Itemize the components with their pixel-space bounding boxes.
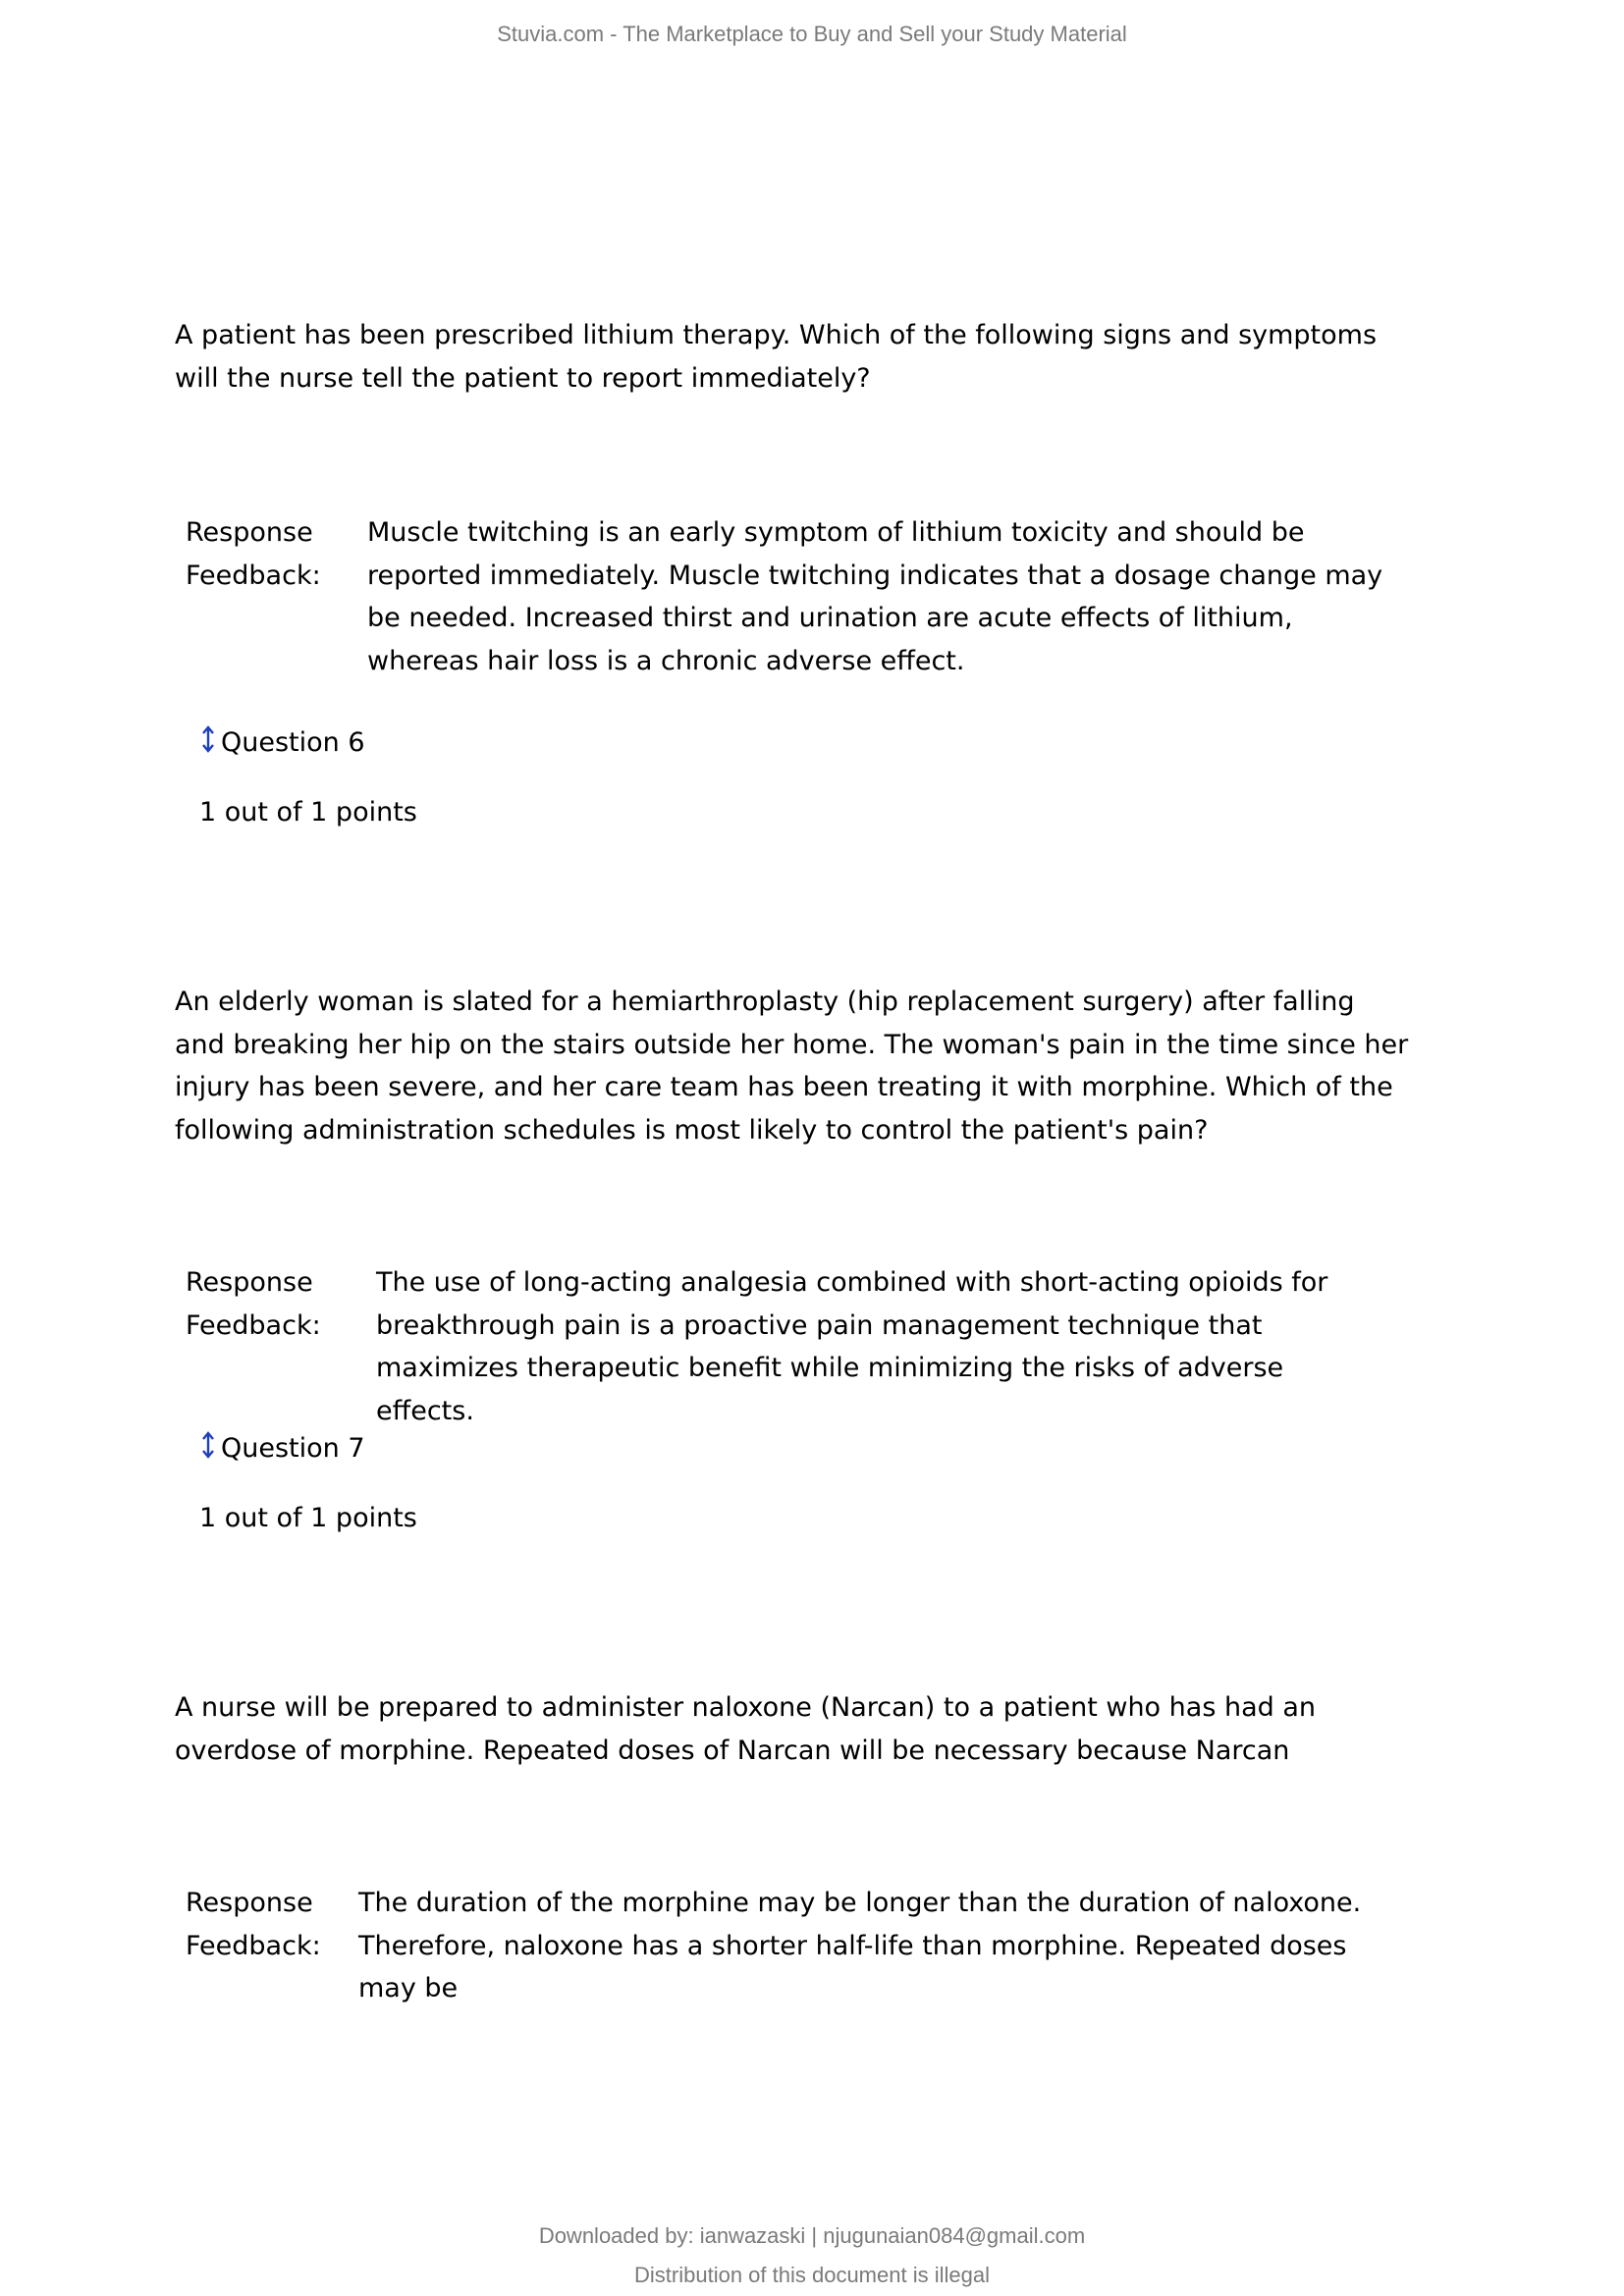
response-feedback-label: Response Feedback: [186,1888,321,1961]
footer-downloaded-by: Downloaded by: ianwazaski | njugunaian084@gmail.com [538,2223,1086,2248]
question-7-heading[interactable] [201,1428,365,1468]
response-feedback-text: Muscle twitching is an early symptom of lithium toxicity and should be reported immediately. Muscle twitching indicates that a dosage change may be needed. Increased thirst and urination are acute effects of lithium, whereas hair loss is a chronic adverse effect. [367,517,1383,676]
question-label: Question 6 [221,726,365,758]
question-text: An elderly woman is slated for a hemiarthroplasty (hip replacement surgery) after falling and breaking her hip on the stairs outside her home. The woman's pain in the time since her injury has been severe, and her care team has been treating it with morphine. Which of the following administration schedules is most likely to control the patient's pain? [175,987,1409,1146]
points-score: 1 out of 1 points [199,1503,417,1533]
expand-collapse-icon[interactable] [201,724,221,761]
response-feedback-text: The duration of the morphine may be longer than the duration of naloxone. Therefore, naloxone has a shorter half-life than morphine. Repeated doses may be [358,1888,1362,2003]
page-header: Stuvia.com - The Marketplace to Buy and Sell your Study Material [497,22,1127,46]
question-6-heading[interactable] [201,722,365,762]
response-feedback-label: Response Feedback: [186,517,321,591]
question-text: A patient has been prescribed lithium therapy. Which of the following signs and symptoms will the nurse tell the patient to report immediately? [175,320,1378,394]
response-feedback-text: The use of long-acting analgesia combined with short-acting opioids for breakthrough pain is a proactive pain management technique that maximizes therapeutic benefit while minimizing the risks of adverse effects. [376,1267,1328,1426]
points-score: 1 out of 1 points [199,797,417,828]
question-text: A nurse will be prepared to administer naloxone (Narcan) to a patient who has had an overdose of morphine. Repeated doses of Narcan will be necessary because Narcan [175,1692,1317,1766]
question-label: Question 7 [221,1432,365,1464]
expand-collapse-icon[interactable] [201,1430,221,1467]
footer-distribution-notice: Distribution of this document is illegal [634,2263,990,2287]
response-feedback-label: Response Feedback: [186,1267,321,1341]
